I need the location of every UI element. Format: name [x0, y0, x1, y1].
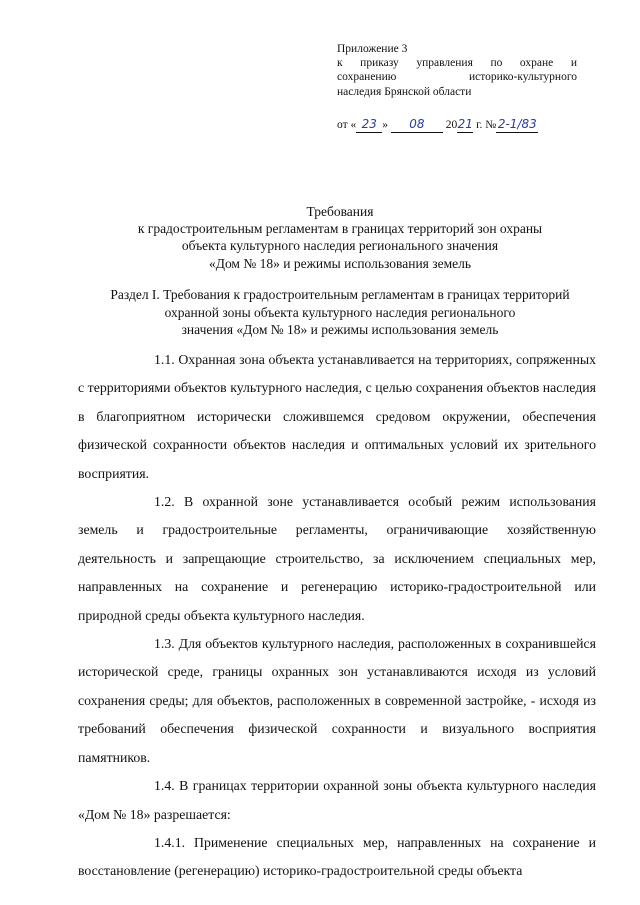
title-line-2: к градостроительным регламентам в границах территорий зон охраны — [137, 221, 543, 237]
paragraph-text: В границах территории охранной зоны объекта культурного наследия «Дом № 18» разрешается: — [78, 778, 596, 822]
handwritten-day: 23 — [361, 117, 377, 131]
section-heading — [60, 286, 620, 339]
annex-line-2: сохранению историко-культурного — [337, 71, 577, 84]
paragraph-1-4-1 — [78, 829, 596, 886]
handwritten-order-number: 2-1/83 — [497, 117, 537, 131]
paragraph-text: Применение специальных мер, направленных на сохранение и восстановление (регенерацию) историко-градостроительной среды объекта — [78, 834, 596, 879]
annex-block — [337, 42, 577, 99]
order-date-line — [337, 117, 577, 133]
paragraph-1-2 — [78, 488, 596, 630]
annex-title: Приложение 3 — [337, 43, 408, 55]
paragraph-text: Для объектов культурного наследия, расположенных в сохранившейся исторической среде, границы охранных зон устанавливаются исходя из условий сохранения среды; для объектов, расположенных в современной застройке, - исходя из требований обеспечения физической сохранности и визуального восприятия памятников. — [78, 636, 597, 765]
paragraph-number: 1.4. — [154, 778, 175, 794]
paragraph-1-4 — [78, 772, 596, 829]
section-line-2: охранной зоны объекта культурного наследия регионального — [164, 304, 516, 320]
paragraph-number: 1.1. — [154, 352, 175, 367]
paragraph-text: В охранной зоне устанавливается особый режим использования земель и градостроительные регламенты, ограничивающие хозяйственную деятельность и запрещающие строительство, за исключением специальных мер, направленных на сохранение и регенерацию историко-градостроительной или природной среды объекта культурного наследия. — [78, 494, 597, 623]
year-prefix: 20 — [445, 119, 458, 131]
title-line-4: «Дом № 18» и режимы использования земель — [208, 255, 472, 271]
handwritten-year: 21 — [457, 117, 473, 131]
section-line-3: значения «Дом № 18» и режимы использования земель — [181, 322, 499, 337]
paragraph-1-3 — [78, 630, 596, 772]
title-line-1: Требования — [306, 204, 374, 219]
year-tail-label: г. № — [476, 119, 497, 131]
paragraph-number: 1.3. — [154, 636, 175, 652]
date-quote-close: » — [382, 119, 388, 131]
title-line-3: объекта культурного наследия регионального значения — [181, 238, 499, 254]
document-body — [78, 346, 596, 886]
document-title — [60, 203, 620, 272]
paragraph-1-1 — [78, 346, 596, 488]
paragraph-text: Охранная зона объекта устанавливается на территориях, сопряженных с территориями объектов культурного наследия, с целью сохранения объектов наследия в благоприятном исторически сложившемся средовом окружении, обеспечения физической сохранности объектов наследия и оптимальных условий их зрительного восприятия. — [78, 352, 597, 481]
annex-line-1: к приказу управления по охране и — [337, 57, 577, 70]
section-line-1: Раздел I. Требования к градостроительным регламентам в границах территорий — [110, 287, 570, 302]
paragraph-number: 1.2. — [154, 494, 175, 510]
date-from-label: от « — [337, 119, 357, 131]
handwritten-month: 08 — [409, 117, 425, 131]
paragraph-number: 1.4.1. — [154, 834, 186, 850]
annex-line-3: наследия Брянской области — [337, 85, 472, 98]
